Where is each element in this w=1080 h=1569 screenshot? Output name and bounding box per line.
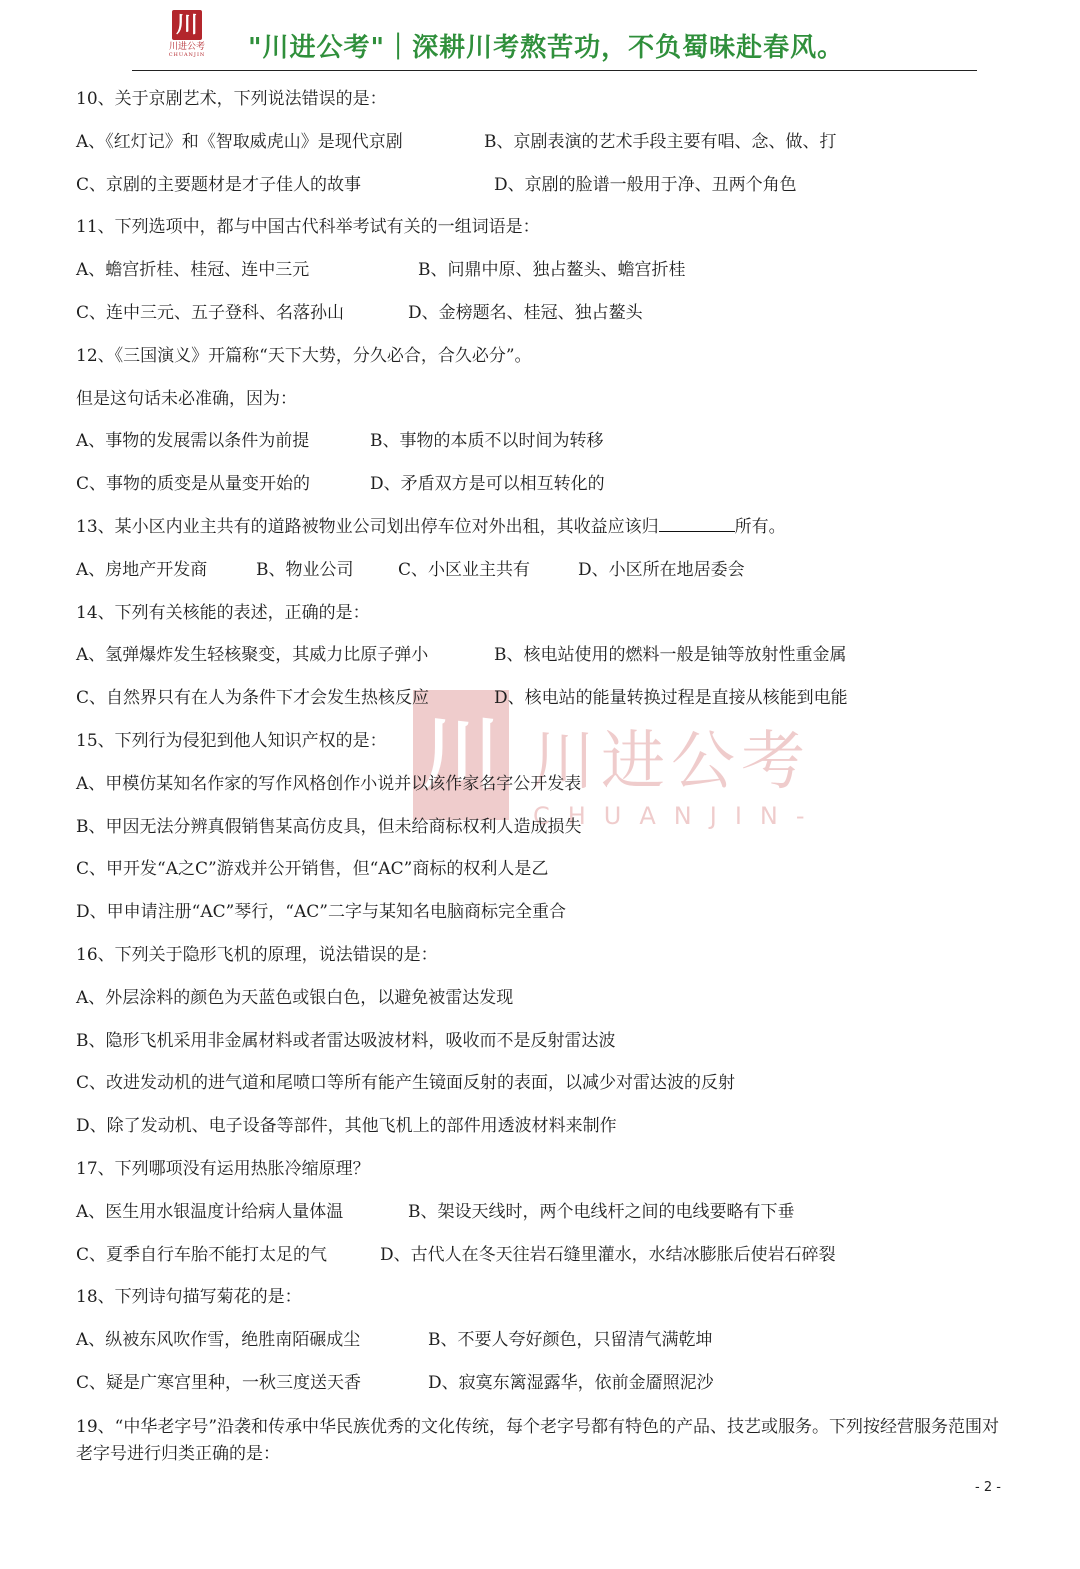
question-stem: 11、下列选项中，都与中国古代科举考试有关的一组词语是： <box>76 217 540 238</box>
option-b: B、甲因无法分辨真假销售某高仿皮具，但未给商标权利人造成损失 <box>76 816 582 837</box>
option-a: A、氢弹爆炸发生轻核聚变，其威力比原子弹小 <box>76 645 429 666</box>
options-row <box>76 1191 1011 1234</box>
option-c: C、自然界只有在人为条件下才会发生热核反应 <box>76 688 430 709</box>
logo-text: 川进公考 <box>168 42 205 52</box>
option-d: D、寂寞东篱湿露华，依前金靥照泥沙 <box>428 1372 714 1393</box>
option-a: A、蟾宫折桂、桂冠、连中三元 <box>76 260 310 281</box>
options-row <box>76 549 1011 592</box>
options-row <box>76 420 1011 463</box>
logo-glyph: 川 <box>172 10 202 40</box>
option-b: B、不要人夸好颜色，只留清气满乾坤 <box>428 1330 713 1351</box>
option-d: D、除了发动机、电子设备等部件，其他飞机上的部件用透波材料来制作 <box>76 1116 617 1137</box>
option-a: A、《红灯记》和《智取威虎山》是现代京剧 <box>76 131 403 152</box>
brand-logo <box>163 10 211 62</box>
question-stem: 10、关于京剧艺术，下列说法错误的是： <box>76 89 387 109</box>
question-stem: 14、下列有关核能的表述，正确的是： <box>76 602 370 623</box>
question-list <box>76 78 1011 1468</box>
option-b: B、事物的本质不以时间为转移 <box>370 431 604 452</box>
option-a: A、纵被东风吹作雪，绝胜南陌碾成尘 <box>76 1330 361 1351</box>
option-c: C、夏季自行车胎不能打太足的气 <box>76 1244 328 1265</box>
option-a: A、事物的发展需以条件为前提 <box>76 431 310 452</box>
options-row <box>76 249 1011 292</box>
option-d: D、矛盾双方是可以相互转化的 <box>370 474 605 495</box>
option-c: C、甲开发“A之C”游戏并公开销售，但“AC”商标的权利人是乙 <box>76 859 549 880</box>
options-row <box>76 1319 1011 1362</box>
page-header <box>0 0 1080 75</box>
options-row <box>76 121 1011 164</box>
option-d: D、京剧的脸谱一般用于净、丑两个角色 <box>494 174 797 195</box>
option-d: D、金榜题名、桂冠、独占鳌头 <box>408 302 643 323</box>
question-stem: 12、《三国演义》开篇称“天下大势，分久必合，合久必分”。 <box>76 345 532 366</box>
option-c: C、小区业主共有 <box>398 559 531 580</box>
option-d: D、甲申请注册“AC”琴行，“AC”二字与某知名电脑商标完全重合 <box>76 902 566 923</box>
options-row <box>76 463 1011 506</box>
watermark-glyph: 川 <box>413 690 509 820</box>
option-b: B、问鼎中原、独占鳌头、蟾宫折桂 <box>418 260 686 281</box>
option-b: B、物业公司 <box>256 559 354 580</box>
logo-subtext: CHUANJIN <box>168 52 206 58</box>
options-row <box>76 677 1011 720</box>
question-stem: 18、下列诗句描写菊花的是： <box>76 1287 302 1308</box>
question-stem: 16、下列关于隐形飞机的原理，说法错误的是： <box>76 944 438 965</box>
option-a: A、医生用水银温度计给病人量体温 <box>76 1201 344 1222</box>
question-stem: 15、下列行为侵犯到他人知识产权的是： <box>76 730 387 751</box>
option-d: D、核电站的能量转换过程是直接从核能到电能 <box>494 688 848 709</box>
watermark-en: CHUANJIN- <box>533 802 823 830</box>
option-c: C、改进发动机的进气道和尾喷口等所有能产生镜面反射的表面，以减少对雷达波的反射 <box>76 1073 736 1094</box>
option-b: B、京剧表演的艺术手段主要有唱、念、做、打 <box>484 131 837 152</box>
option-b: B、核电站使用的燃料一般是铀等放射性重金属 <box>494 645 847 666</box>
option-a: A、房地产开发商 <box>76 559 208 580</box>
answer-blank <box>659 515 735 532</box>
question-stem: 19、“中华老字号”沿袭和传承中华民族优秀的文化传统，每个老字号都有特色的产品、技艺或服务。下列按经营服务范围对老字号进行归类正确的是： <box>76 1416 1000 1464</box>
options-row <box>76 1362 1011 1405</box>
header-divider <box>132 70 977 71</box>
option-b: B、隐形飞机采用非金属材料或者雷达吸波材料，吸收而不是反射雷达波 <box>76 1030 616 1051</box>
stem-text-end: 所有。 <box>734 516 786 537</box>
option-d: D、古代人在冬天往岩石缝里灌水，水结冰膨胀后使岩石碎裂 <box>380 1244 836 1265</box>
option-c: C、事物的质变是从量变开始的 <box>76 474 311 495</box>
option-d: D、小区所在地居委会 <box>578 559 745 580</box>
options-row <box>76 634 1011 677</box>
options-row <box>76 292 1011 335</box>
option-a: A、甲模仿某知名作家的写作风格创作小说并以该作家名字公开发表 <box>76 773 582 794</box>
stem-text: 13、某小区内业主共有的道路被物业公司划出停车位对外出租，其收益应该归 <box>76 516 659 537</box>
question-stem <box>76 506 1011 549</box>
option-c: C、疑是广寒宫里种，一秋三度送天香 <box>76 1372 362 1393</box>
option-b: B、架设天线时，两个电线杆之间的电线要略有下垂 <box>408 1201 795 1222</box>
page-number: - 2 - <box>975 1480 1001 1495</box>
options-row <box>76 164 1011 207</box>
question-stem: 17、下列哪项没有运用热胀冷缩原理？ <box>76 1158 370 1179</box>
option-c: C、连中三元、五子登科、名落孙山 <box>76 302 345 323</box>
option-c: C、京剧的主要题材是才子佳人的故事 <box>76 174 362 195</box>
question-stem-continued: 但是这句话未必准确，因为： <box>76 388 297 409</box>
watermark-text: 川进公考 <box>531 725 811 799</box>
option-a: A、外层涂料的颜色为天蓝色或银白色，以避免被雷达发现 <box>76 987 514 1008</box>
header-slogan: "川进公考"｜深耕川考熬苦功，不负蜀味赴春风。 <box>248 33 845 63</box>
options-row <box>76 1234 1011 1277</box>
